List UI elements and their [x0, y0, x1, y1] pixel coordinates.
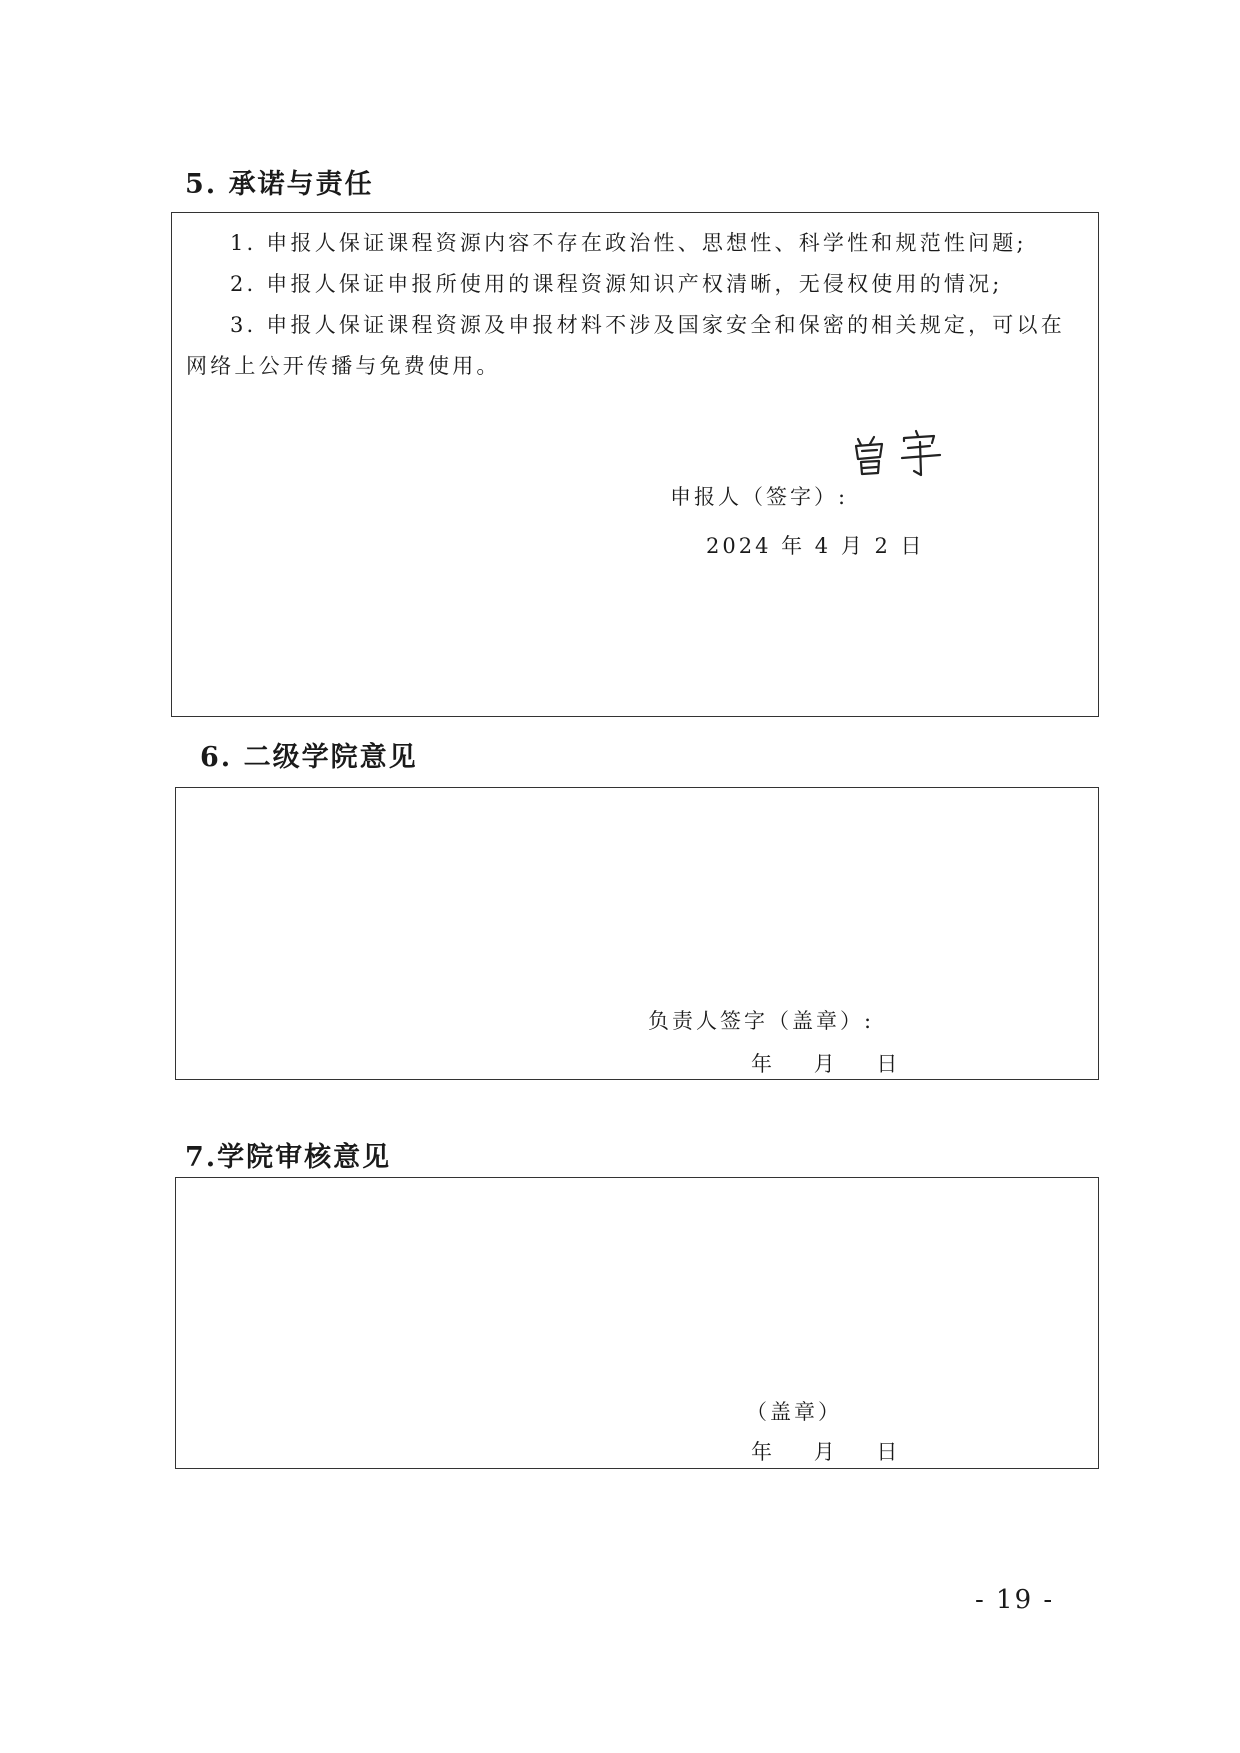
school-review-date: 年 月 日 [751, 1440, 901, 1464]
commitment-date: 2024 年 4 月 2 日 [706, 534, 925, 558]
commitment-item-3: 3. 申报人保证课程资源及申报材料不涉及国家安全和保密的相关规定，可以在 [230, 313, 1065, 337]
commitment-box [171, 212, 1099, 717]
commitment-item-2: 2. 申报人保证申报所使用的课程资源知识产权清晰，无侵权使用的情况; [230, 272, 1003, 296]
responsible-person-signature-label: 负责人签字（盖章）: [648, 1009, 875, 1033]
commitment-item-1: 1. 申报人保证课程资源内容不存在政治性、思想性、科学性和规范性问题; [230, 231, 1027, 255]
college-opinion-box [175, 787, 1099, 1080]
college-opinion-date: 年 月 日 [751, 1052, 901, 1076]
page-number: - 19 - [975, 1585, 1055, 1615]
commitment-item-3-continuation: 网络上公开传播与免费使用。 [186, 354, 501, 378]
school-review-box [175, 1177, 1099, 1469]
seal-label: （盖章） [746, 1400, 842, 1424]
section-7-heading: 7.学院审核意见 [185, 1142, 392, 1173]
section-5-heading: 5. 承诺与责任 [185, 169, 374, 200]
section-6-heading: 6. 二级学院意见 [200, 742, 418, 773]
handwritten-signature [852, 429, 952, 483]
applicant-signature-label: 申报人（签字）: [670, 485, 849, 509]
